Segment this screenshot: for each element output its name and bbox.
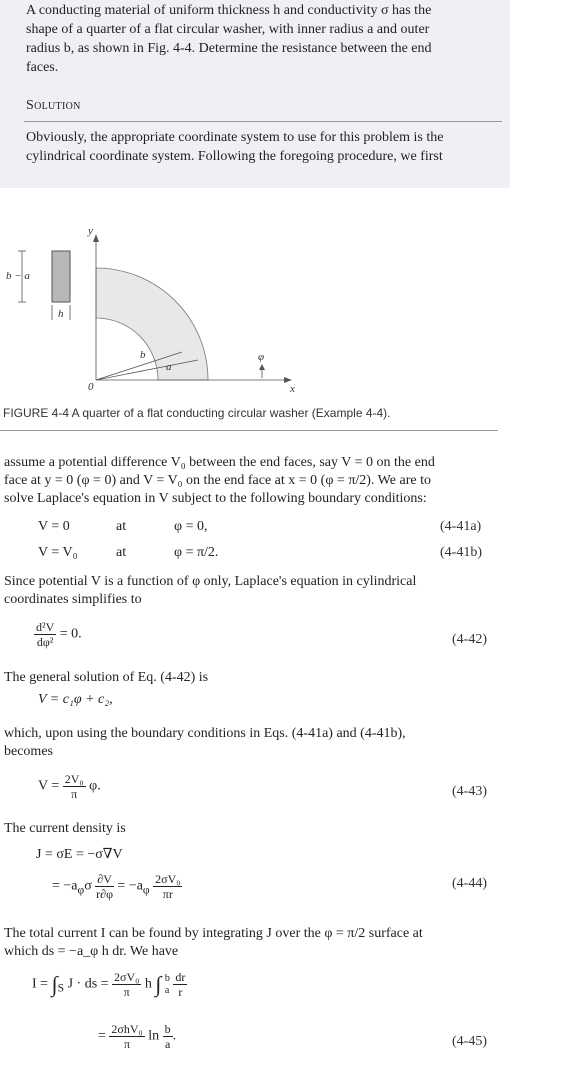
solution-line-2: cylindrical coordinate system. Following the foregoing procedure, we first	[26, 149, 443, 164]
problem-line-4: faces.	[26, 60, 59, 75]
eqnum-4-45: (4-45)	[452, 1034, 487, 1049]
body-line-11: which ds = −a_φ h dr. We have	[4, 944, 179, 959]
eqnum-4-41a: (4-41a)	[440, 519, 482, 534]
body-line-6: The general solution of Eq. (4-42) is	[4, 670, 209, 685]
label-h: h	[58, 308, 64, 320]
label-b-minus-a: b − a	[6, 270, 30, 282]
solution-line-1: Obviously, the appropriate coordinate system to use for this problem is the	[26, 130, 444, 145]
bc1-left: V = 0	[38, 519, 70, 534]
body-line-8: becomes	[4, 744, 53, 759]
problem-line-1: A conducting material of uniform thickness h and conductivity σ has the	[26, 3, 432, 18]
figure-caption: FIGURE 4-4 A quarter of a flat conducting circular washer (Example 4-4).	[3, 406, 391, 420]
general-solution: V = c₁φ + c₂,	[38, 692, 113, 707]
solution-rule	[24, 121, 502, 122]
label-b: b	[140, 349, 146, 361]
body-line-2: face at y = 0 (φ = 0) and V = V₀ on the end face at x = 0 (φ = π/2). We are to	[4, 473, 431, 488]
washer-figure	[0, 220, 320, 400]
eqnum-4-42: (4-42)	[452, 632, 487, 647]
bc2-left: V = V₀	[38, 545, 78, 560]
washer-side-view	[52, 251, 70, 302]
body-line-4: Since potential V is a function of φ only, Laplace's equation in cylindrical	[4, 574, 417, 589]
label-a: a	[166, 361, 172, 373]
equation-4-44a: J = σE = −σ∇V	[36, 847, 123, 862]
body-line-1: assume a potential difference V₀ between the end faces, say V = 0 on the end	[4, 455, 435, 470]
bc1-right: φ = 0,	[174, 519, 208, 534]
body-line-5: coordinates simplifies to	[4, 592, 142, 607]
bc1-at: at	[116, 519, 127, 534]
caption-rule	[0, 430, 498, 431]
eqnum-4-41b: (4-41b)	[440, 545, 482, 560]
label-y: y	[88, 225, 93, 237]
label-phi: φ	[258, 351, 265, 363]
eqnum-4-43: (4-43)	[452, 784, 487, 799]
problem-line-3: radius b, as shown in Fig. 4-4. Determine the resistance between the end	[26, 41, 432, 56]
problem-line-2: shape of a quarter of a flat circular washer, with inner radius a and outer	[26, 22, 430, 37]
equation-4-43: V = $\frac{\text{2V₀}}{\pi}$ φ.	[38, 772, 101, 801]
bc2-right: φ = π/2.	[174, 545, 219, 560]
label-origin: 0	[88, 381, 94, 393]
body-line-3: solve Laplace's equation in V subject to the following boundary conditions:	[4, 491, 427, 506]
body-line-7: which, upon using the boundary conditions in Eqs. (4-41a) and (4-41b),	[4, 726, 406, 741]
equation-4-45b: = $\frac{\text{2σhV₀}}{\pi}$ ln $\frac{b}{a}$ .	[98, 1022, 177, 1051]
equation-4-42: $\frac{\text{d²V}}{\text{dφ²}}$ = 0.	[36, 620, 82, 649]
body-line-10: The total current I can be found by integrating J over the φ = π/2 surface at	[4, 926, 423, 941]
eqnum-4-44: (4-44)	[452, 876, 487, 891]
solution-heading: Solution	[26, 98, 81, 113]
equation-4-44b: = $-a_\varphi\sigma$ $\frac{\partial V}{r\partial\varphi}$ = $-a_\varphi$ $\frac{\text{2σV₀}}{\pi r}$	[52, 872, 181, 901]
equation-4-45a: $I = \int_S$ J · ds = $\frac{\text{2σV₀}}{\pi}$ h ∫ b a $\frac{dr}{r}$	[32, 970, 186, 999]
body-line-9: The current density is	[4, 821, 126, 836]
label-x: x	[290, 383, 295, 395]
bc2-at: at	[116, 545, 127, 560]
